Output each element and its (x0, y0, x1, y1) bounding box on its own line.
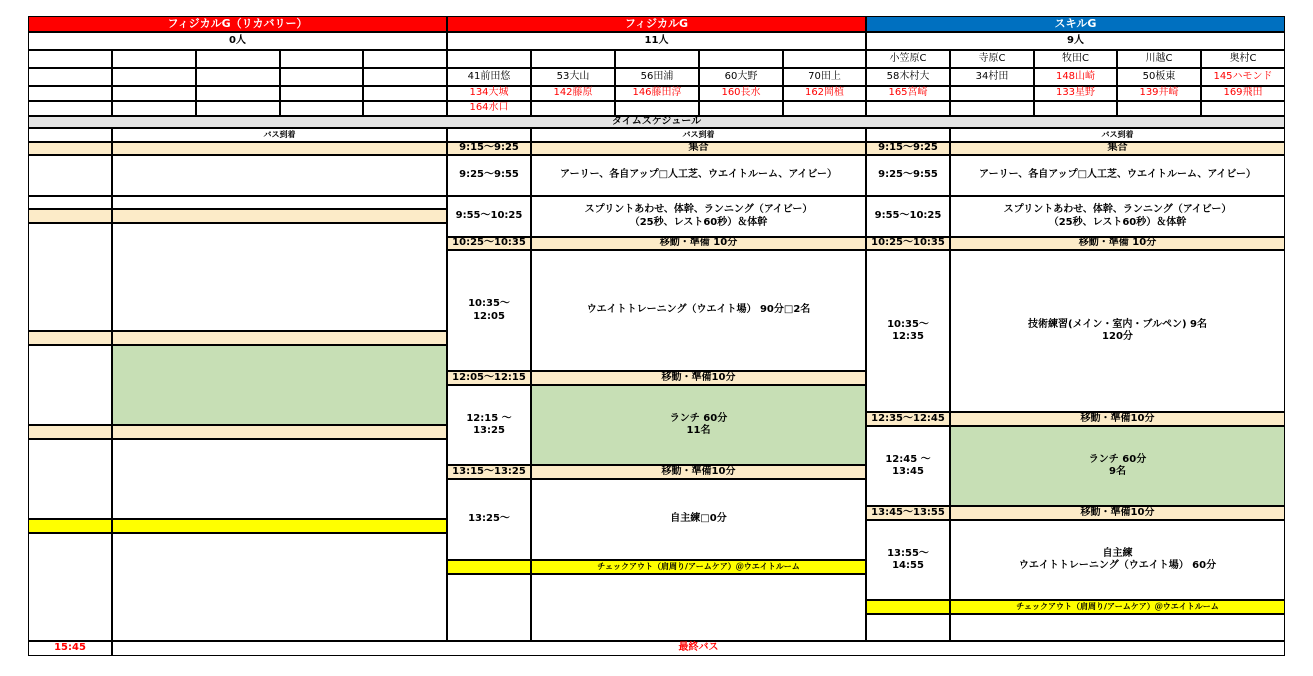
bus-row-time (447, 128, 531, 142)
recovery-roster-cell (196, 101, 280, 116)
physical-time: 10:25～10:35 (447, 237, 531, 250)
recovery-time-cell (28, 209, 112, 223)
skill-activity: ランチ 60分 9名 (950, 426, 1285, 506)
skill-time (866, 600, 950, 614)
recovery-time-cell (28, 439, 112, 519)
group-title-physical-recovery: フィジカルG（リカバリー） (28, 16, 447, 32)
physical-roster-cell (531, 101, 615, 116)
recovery-roster-cell (280, 68, 363, 86)
physical-time: 12:05～12:15 (447, 371, 531, 385)
physical-activity: スプリントあわせ、体幹、ランニング（アイビー） （25秒、レスト60秒）＆体幹 (531, 196, 866, 237)
recovery-time-cell (28, 519, 112, 533)
recovery-roster-cell (363, 50, 447, 68)
physical-time-empty (447, 574, 531, 641)
recovery-roster-cell (363, 86, 447, 101)
skill-activity: 自主練 ウエイトトレーニング（ウエイト場） 60分 (950, 520, 1285, 600)
recovery-activity-cell (112, 155, 447, 196)
recovery-activity-cell (112, 331, 447, 345)
skill-roster-cell (1034, 101, 1117, 116)
coach-name: 小笠原C (866, 50, 950, 68)
recovery-roster-cell (280, 50, 363, 68)
physical-activity: 移動・準備10分 (531, 465, 866, 479)
skill-time: 13:45～13:55 (866, 506, 950, 520)
physical-time: 9:55～10:25 (447, 196, 531, 237)
physical-player: 56田浦 (615, 68, 699, 86)
physical-player: 134大城 (447, 86, 531, 101)
skill-roster-cell (1117, 101, 1201, 116)
coach-name: 牧田C (1034, 50, 1117, 68)
group-count-physical-recovery: 0人 (28, 32, 447, 50)
physical-activity: ウエイトトレーニング（ウエイト場） 90分□2名 (531, 250, 866, 371)
recovery-roster-cell (363, 68, 447, 86)
skill-activity: アーリー、各自アップ□人工芝、ウエイトルーム、アイビー） (950, 155, 1285, 196)
physical-time: 9:25～9:55 (447, 155, 531, 196)
group-title-skill: スキルG (866, 16, 1285, 32)
recovery-time-cell (28, 533, 112, 641)
coach-name: 寺原C (950, 50, 1034, 68)
physical-time: 10:35～ 12:05 (447, 250, 531, 371)
physical-activity-empty (531, 574, 866, 641)
physical-roster-cell (783, 101, 866, 116)
coach-name: 奥村C (1201, 50, 1285, 68)
skill-time: 9:55～10:25 (866, 196, 950, 237)
timeschedule-title: タイムスケジュール (28, 116, 1285, 128)
skill-time: 10:35～ 12:35 (866, 250, 950, 412)
recovery-roster-cell (112, 101, 196, 116)
skill-player: 34村田 (950, 68, 1034, 86)
recovery-time-cell (28, 196, 112, 209)
recovery-activity-cell (112, 345, 447, 425)
recovery-activity-cell (112, 519, 447, 533)
recovery-roster-cell (112, 50, 196, 68)
skill-activity: スプリントあわせ、体幹、ランニング（アイビー） （25秒、レスト60秒）＆体幹 (950, 196, 1285, 237)
skill-player: 50板東 (1117, 68, 1201, 86)
physical-roster-cell (615, 101, 699, 116)
physical-activity: 移動・準備10分 (531, 371, 866, 385)
physical-roster-cell (531, 50, 615, 68)
skill-activity: 集合 (950, 142, 1285, 155)
final-bus-time: 15:45 (28, 641, 112, 656)
recovery-roster-cell (280, 101, 363, 116)
skill-time: 9:25～9:55 (866, 155, 950, 196)
recovery-roster-cell (28, 68, 112, 86)
physical-player: 146藤田淳 (615, 86, 699, 101)
skill-time: 12:45 ～ 13:45 (866, 426, 950, 506)
recovery-time-cell (28, 223, 112, 331)
skill-player: 165宮崎 (866, 86, 950, 101)
bus-row-time (28, 128, 112, 142)
bus-arrival-physical: バス到着 (531, 128, 866, 142)
recovery-time-cell (28, 345, 112, 425)
skill-activity-empty (950, 614, 1285, 641)
physical-time: 13:15～13:25 (447, 465, 531, 479)
recovery-roster-cell (363, 101, 447, 116)
recovery-time-cell (28, 425, 112, 439)
physical-activity: チェックアウト（肩周り/アームケア）＠ウエイトルーム (531, 560, 866, 574)
recovery-roster-cell (28, 101, 112, 116)
skill-activity: 移動・準備10分 (950, 506, 1285, 520)
group-title-physical: フィジカルG (447, 16, 866, 32)
skill-activity: 移動・準備 10分 (950, 237, 1285, 250)
physical-roster-cell (783, 50, 866, 68)
skill-player: 133星野 (1034, 86, 1117, 101)
recovery-activity-cell (112, 209, 447, 223)
physical-activity: 自主練□0分 (531, 479, 866, 560)
physical-roster-cell (699, 50, 783, 68)
recovery-time-cell (28, 331, 112, 345)
skill-player: 58木村大 (866, 68, 950, 86)
recovery-activity-cell (112, 439, 447, 519)
skill-time: 13:55～ 14:55 (866, 520, 950, 600)
physical-roster-cell (615, 50, 699, 68)
recovery-roster-cell (28, 50, 112, 68)
physical-player: 41前田悠 (447, 68, 531, 86)
recovery-time-cell (28, 142, 112, 155)
group-count-physical: 11人 (447, 32, 866, 50)
physical-player: 60大野 (699, 68, 783, 86)
recovery-roster-cell (280, 86, 363, 101)
skill-player: 139井崎 (1117, 86, 1201, 101)
final-bus-label: 最終バス (112, 641, 1285, 656)
physical-activity: 移動・準備 10分 (531, 237, 866, 250)
physical-roster-cell (447, 50, 531, 68)
skill-time-empty (866, 614, 950, 641)
recovery-roster-cell (28, 86, 112, 101)
recovery-activity-cell (112, 533, 447, 641)
physical-player: 53大山 (531, 68, 615, 86)
physical-activity: ランチ 60分 11名 (531, 385, 866, 465)
recovery-activity-cell (112, 142, 447, 155)
physical-time: 12:15 ～ 13:25 (447, 385, 531, 465)
physical-activity: アーリー、各自アップ□人工芝、ウエイトルーム、アイビー） (531, 155, 866, 196)
physical-player: 164水口 (447, 101, 531, 116)
skill-roster-cell (950, 101, 1034, 116)
skill-player: 148山崎 (1034, 68, 1117, 86)
skill-player: 169飛田 (1201, 86, 1285, 101)
recovery-roster-cell (196, 86, 280, 101)
physical-player: 160長水 (699, 86, 783, 101)
recovery-activity-cell (112, 196, 447, 209)
physical-time (447, 560, 531, 574)
bus-arrival-recovery: バス到着 (112, 128, 447, 142)
physical-time: 9:15～9:25 (447, 142, 531, 155)
physical-activity: 集合 (531, 142, 866, 155)
skill-activity: チェックアウト（肩周り/アームケア）＠ウエイトルーム (950, 600, 1285, 614)
recovery-roster-cell (196, 50, 280, 68)
coach-name: 川越C (1117, 50, 1201, 68)
skill-player (950, 86, 1034, 101)
physical-roster-cell (699, 101, 783, 116)
skill-activity: 移動・準備10分 (950, 412, 1285, 426)
bus-row-time (866, 128, 950, 142)
skill-roster-cell (1201, 101, 1285, 116)
skill-activity: 技術練習(メイン・室内・ブルペン) 9名 120分 (950, 250, 1285, 412)
recovery-activity-cell (112, 425, 447, 439)
physical-player: 142藤原 (531, 86, 615, 101)
skill-time: 10:25～10:35 (866, 237, 950, 250)
recovery-time-cell (28, 155, 112, 196)
skill-time: 9:15～9:25 (866, 142, 950, 155)
recovery-roster-cell (112, 68, 196, 86)
physical-player: 70田上 (783, 68, 866, 86)
physical-player: 162岡植 (783, 86, 866, 101)
skill-time: 12:35～12:45 (866, 412, 950, 426)
recovery-activity-cell (112, 223, 447, 331)
physical-time: 13:25～ (447, 479, 531, 560)
recovery-roster-cell (112, 86, 196, 101)
bus-arrival-skill: バス到着 (950, 128, 1285, 142)
skill-player: 145ハモンド (1201, 68, 1285, 86)
skill-roster-cell (866, 101, 950, 116)
group-count-skill: 9人 (866, 32, 1285, 50)
recovery-roster-cell (196, 68, 280, 86)
